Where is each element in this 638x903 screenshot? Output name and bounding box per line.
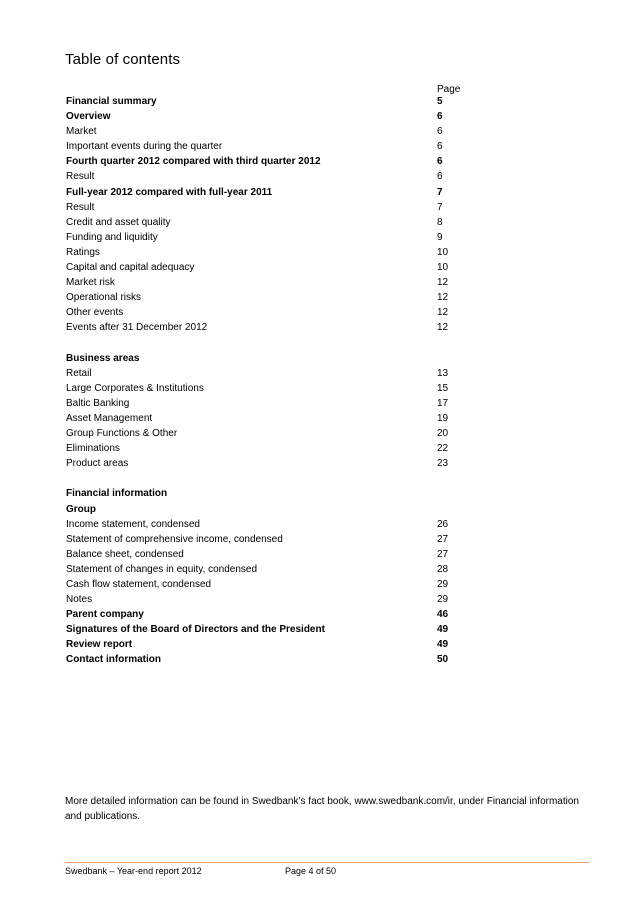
toc-entry-label: Large Corporates & Institutions (66, 382, 204, 394)
toc-entry (66, 109, 466, 124)
toc-entry-label: Result (66, 201, 95, 213)
toc-entry-page: 22 (437, 443, 449, 455)
toc-entry-label: Asset Management (66, 412, 153, 424)
toc-entry-label: Group (66, 503, 96, 515)
toc-entry-page: 5 (437, 96, 443, 107)
toc-entry-page: 6 (437, 156, 443, 168)
toc-entry-label: Retail (66, 367, 92, 379)
toc-entry-label: Product areas (66, 458, 129, 470)
toc-entry (66, 260, 466, 275)
toc-entry (66, 185, 466, 200)
toc-entry-label: Events after 31 December 2012 (66, 322, 208, 334)
toc-entry-label: Income statement, condensed (66, 518, 200, 530)
toc-entry-page: 10 (437, 262, 449, 274)
toc-entry-label: Group Functions & Other (66, 428, 178, 440)
toc-entry (66, 275, 466, 290)
toc-entry (66, 139, 466, 154)
toc-entry-page: 49 (437, 639, 449, 651)
more-information-note: More detailed information can be found in Swedbank’s fact book, www.swedbank.com/ir, under Financial information and publications. (65, 796, 579, 822)
toc-entry-label: Contact information (66, 654, 161, 666)
toc-entry-page: 12 (437, 307, 449, 319)
toc-entry-label: Parent company (66, 609, 144, 621)
toc-entry-label: Cash flow statement, condensed (66, 579, 212, 590)
toc-entry-page: 12 (437, 292, 449, 304)
toc-entry (66, 592, 466, 607)
toc-entry (66, 562, 466, 577)
toc-entry (66, 366, 466, 381)
toc-entry (66, 652, 466, 667)
toc-entry-page: 17 (437, 397, 449, 409)
toc-entry-label: Market risk (66, 277, 115, 289)
toc-entry (66, 441, 466, 456)
toc-entry (66, 351, 466, 366)
toc-entry-label: Ratings (66, 246, 100, 258)
toc-entry-label: Other events (66, 307, 124, 319)
toc-entry-page: 6 (437, 126, 443, 138)
toc-entry (66, 411, 466, 426)
toc-entry-label: Eliminations (66, 443, 120, 455)
toc-entry-label: Statement of comprehensive income, condensed (66, 533, 283, 545)
toc-entry-label: Funding and liquidity (66, 231, 158, 243)
toc-entry-page: 20 (437, 428, 449, 440)
toc-entry-page: 46 (437, 609, 449, 621)
toc-entry-page: 19 (437, 412, 449, 424)
toc-entry (66, 426, 466, 441)
toc-entry (66, 517, 466, 532)
toc-entry-label: Overview (66, 111, 111, 123)
toc-entry (66, 215, 466, 230)
toc-entry-label: Review report (66, 639, 133, 651)
toc-entry-label: Statement of changes in equity, condensed (66, 563, 258, 575)
toc-entry-label: Important events during the quarter (66, 141, 223, 153)
toc-entry (66, 290, 466, 305)
toc-entry-label: Capital and capital adequacy (66, 262, 195, 274)
table-of-contents (66, 94, 466, 668)
toc-entry-page: 8 (437, 216, 443, 228)
toc-entry (66, 320, 466, 335)
toc-entry-label: Financial summary (66, 96, 157, 107)
toc-entry-label: Financial information (66, 488, 168, 500)
toc-entry-page: 27 (437, 548, 449, 560)
toc-spacer (66, 336, 466, 351)
toc-entry-label: Signatures of the Board of Directors and the President (66, 624, 325, 636)
toc-entry-page: 28 (437, 563, 449, 575)
toc-entry-page: 9 (437, 231, 443, 243)
toc-entry (66, 305, 466, 320)
toc-entry-page: 7 (437, 201, 443, 213)
toc-entry (66, 637, 466, 652)
toc-entry-page: 12 (437, 277, 449, 289)
toc-entry-page: 6 (437, 111, 443, 123)
toc-entry-page: 49 (437, 624, 449, 636)
toc-entry-label: Balance sheet, condensed (66, 548, 184, 560)
footer-divider (65, 862, 589, 863)
toc-spacer (66, 471, 466, 486)
toc-entry (66, 502, 466, 517)
toc-entry (66, 94, 466, 109)
toc-entry (66, 547, 466, 562)
toc-entry-page: 29 (437, 594, 449, 606)
toc-entry (66, 396, 466, 411)
toc-entry-page: 7 (437, 186, 443, 198)
toc-entry (66, 577, 466, 592)
toc-entry-page: 10 (437, 246, 449, 258)
toc-entry-label: Business areas (66, 352, 140, 364)
toc-entry (66, 607, 466, 622)
toc-entry (66, 532, 466, 547)
toc-entry-page: 50 (437, 654, 449, 666)
toc-entry-page: 29 (437, 579, 449, 590)
toc-entry (66, 200, 466, 215)
toc-entry-label: Result (66, 171, 95, 183)
toc-entry-page: 26 (437, 518, 449, 530)
toc-entry (66, 381, 466, 396)
toc-entry-page: 6 (437, 171, 443, 183)
toc-entry-page: 15 (437, 382, 449, 394)
toc-entry (66, 245, 466, 260)
footer-page-number: Page 4 of 50 (285, 866, 337, 876)
toc-entry-label: Credit and asset quality (66, 216, 171, 228)
toc-entry (66, 622, 466, 637)
toc-entry-label: Baltic Banking (66, 397, 130, 409)
page-column-label: Page (437, 84, 461, 95)
toc-entry-label: Full-year 2012 compared with full-year 2011 (66, 186, 273, 198)
toc-entry-label: Notes (66, 594, 93, 606)
toc-entry (66, 124, 466, 139)
toc-entry (66, 456, 466, 471)
toc-entry-label: Fourth quarter 2012 compared with third quarter 2012 (66, 156, 321, 168)
toc-entry-page: 6 (437, 141, 443, 153)
toc-entry (66, 486, 466, 501)
toc-entry-label: Market (66, 126, 97, 138)
toc-entry-page: 27 (437, 533, 449, 545)
toc-entry-page: 23 (437, 458, 449, 470)
toc-entry-page: 12 (437, 322, 449, 334)
toc-entry-label: Operational risks (66, 292, 142, 304)
toc-entry (66, 230, 466, 245)
footer-report-title: Swedbank – Year-end report 2012 (65, 866, 202, 876)
page-title: Table of contents (65, 51, 181, 68)
toc-entry-page: 13 (437, 367, 449, 379)
toc-entry (66, 154, 466, 169)
toc-entry (66, 169, 466, 184)
